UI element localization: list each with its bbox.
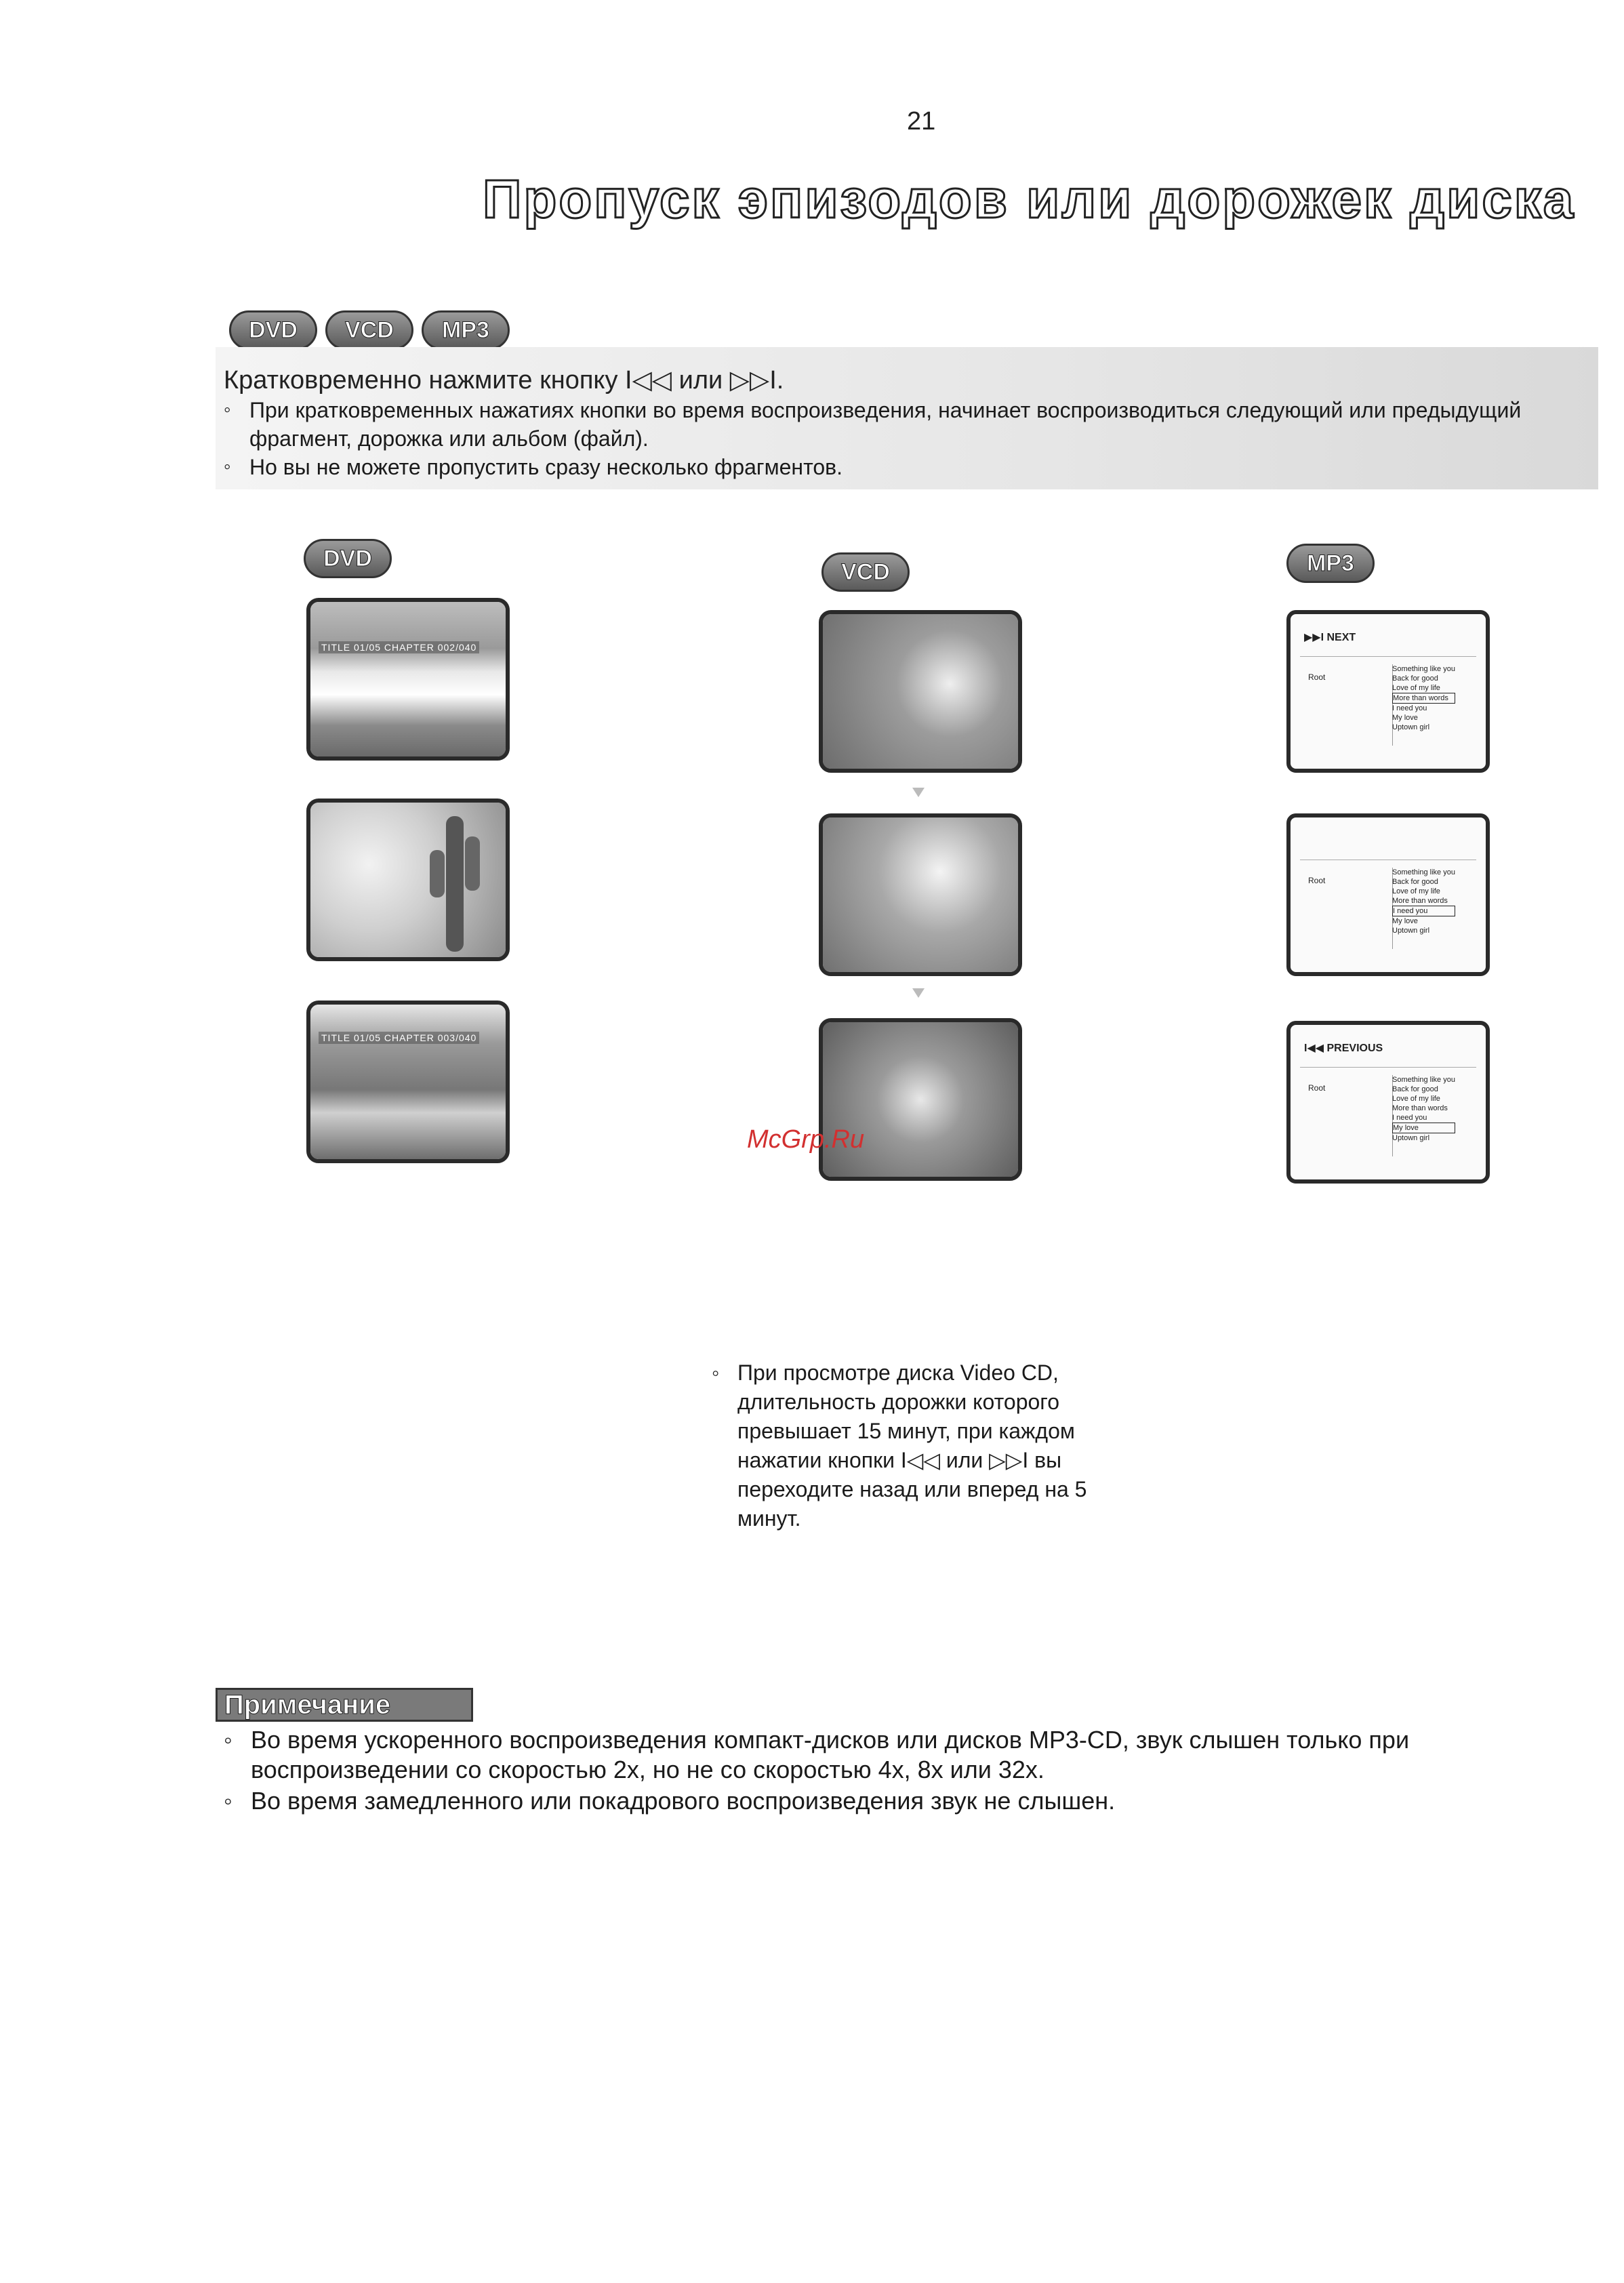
track-item: Back for good	[1392, 674, 1438, 683]
track-item: Uptown girl	[1392, 723, 1430, 731]
track-list	[1392, 1075, 1455, 1143]
vcd-badge: VCD	[325, 310, 413, 350]
chipmunk-scene	[823, 614, 1018, 769]
river-scene	[310, 1005, 506, 1159]
track-item: Love of my life	[1392, 684, 1440, 692]
page-number: 21	[907, 107, 936, 136]
track-item: Uptown girl	[1392, 927, 1430, 935]
track-item: My love	[1392, 917, 1418, 925]
mp3-menu-screen-1	[1286, 610, 1490, 773]
vcd-screen-1	[819, 610, 1022, 773]
note-item: ◦ Во время замедленного или покадрового воспроизведения звук не слышен.	[224, 1786, 1545, 1816]
dvd-osd: TITLE 01/05 CHAPTER 003/040	[319, 1032, 479, 1044]
folder-root: Root	[1308, 1083, 1326, 1093]
cheetah-scene	[823, 817, 1018, 972]
track-item: Something like you	[1392, 665, 1455, 673]
mp3-column-badge: MP3	[1286, 544, 1375, 583]
dvd-screen-1	[306, 598, 510, 761]
track-item: My love	[1392, 714, 1418, 722]
intro-bullets	[224, 396, 1545, 481]
waterfall-scene	[310, 602, 506, 756]
folder-root: Root	[1308, 876, 1326, 885]
track-item: Something like you	[1392, 1076, 1455, 1084]
track-item-selected: My love	[1392, 1123, 1455, 1133]
notes-list	[224, 1725, 1545, 1817]
mp3-menu-screen-2	[1286, 813, 1490, 976]
dvd-column-badge: DVD	[304, 539, 392, 578]
vcd-column-badge: VCD	[821, 552, 910, 592]
folder-root: Root	[1308, 672, 1326, 682]
track-item: Love of my life	[1392, 887, 1440, 895]
track-item: Back for good	[1392, 878, 1438, 886]
note-heading: Примечание	[216, 1688, 473, 1722]
track-list	[1392, 664, 1455, 732]
track-item: Uptown girl	[1392, 1134, 1430, 1142]
menu-heading: ▶▶I NEXT	[1304, 632, 1356, 643]
dvd-screen-3	[306, 1001, 510, 1163]
vcd-screen-2	[819, 813, 1022, 976]
track-list	[1392, 868, 1455, 935]
dvd-screen-2	[306, 799, 510, 961]
track-item: Something like you	[1392, 868, 1455, 876]
track-item: I need you	[1392, 704, 1427, 712]
bullet-item: ◦ При кратковременных нажатиях кнопки во время воспроизведения, начинает воспроизводиться следующий или предыдущий фрагмент, дорожка или альбом (файл).	[224, 396, 1545, 453]
mp3-badge: MP3	[422, 310, 510, 350]
track-item: I need you	[1392, 1114, 1427, 1122]
bullet-item: ◦ Но вы не можете пропустить сразу несколько фрагментов.	[224, 453, 1545, 481]
down-arrow-icon	[912, 788, 925, 797]
track-item: Love of my life	[1392, 1095, 1440, 1103]
cactus-scene	[310, 803, 506, 957]
track-item-selected: I need you	[1392, 906, 1455, 916]
dvd-badge: DVD	[229, 310, 317, 350]
menu-heading: I◀◀ PREVIOUS	[1304, 1043, 1383, 1054]
vcd-screen-3	[819, 1018, 1022, 1181]
instruction-text: Кратковременно нажмите кнопку I◁◁ или ▷▷I.	[224, 366, 784, 395]
track-item: Back for good	[1392, 1085, 1438, 1093]
down-arrow-icon	[912, 988, 925, 998]
watermark: McGrp.Ru	[747, 1125, 865, 1154]
disc-type-badges	[229, 310, 510, 350]
track-item: More than words	[1392, 1104, 1448, 1112]
track-item-selected: More than words	[1392, 693, 1455, 704]
mp3-menu-screen-3	[1286, 1021, 1490, 1184]
page-title: Пропуск эпизодов или дорожек диска	[483, 169, 1576, 229]
note-item: ◦ Во время ускоренного воспроизведения компакт-дисков или дисков MP3-CD, звук слышен только при воспроизведении со скоростью 2x, но не со скоростью 4x, 8x или 32x.	[224, 1725, 1545, 1785]
track-item: More than words	[1392, 897, 1448, 905]
vcd-note-item: ◦ При просмотре диска Video CD, длительность дорожки которого превышает 15 минут, при каждом нажатии кнопки I◁◁ или ▷▷I вы переходите назад или вперед на 5 минут.	[712, 1358, 1145, 1533]
vcd-note	[712, 1358, 1145, 1533]
dvd-osd: TITLE 01/05 CHAPTER 002/040	[319, 641, 479, 653]
